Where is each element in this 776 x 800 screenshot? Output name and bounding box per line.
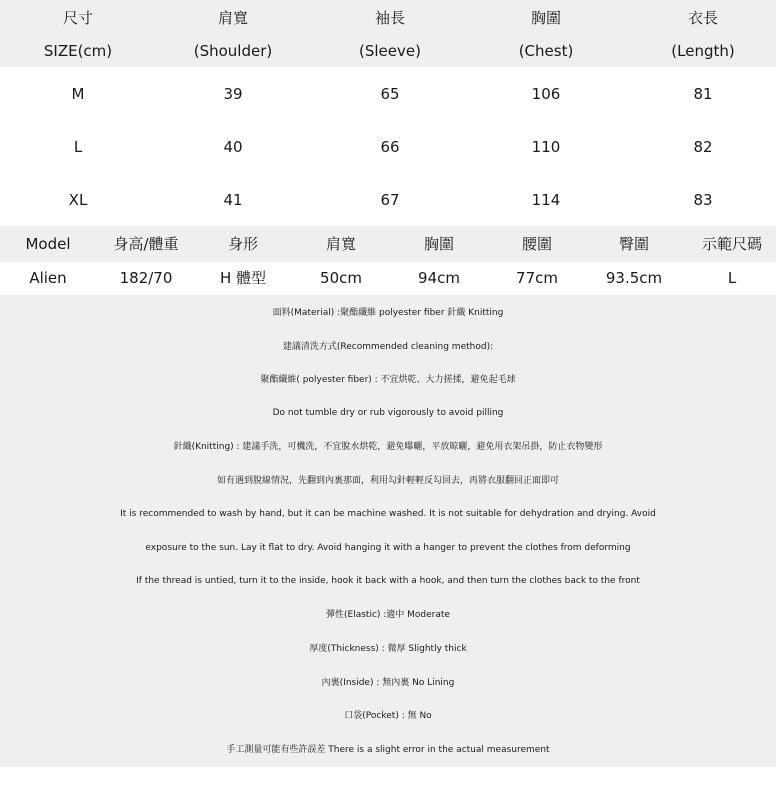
care-notes-panel: [0, 295, 776, 767]
model-header-shoulder: 肩寬: [325, 235, 357, 253]
size-row-l-chest: 110: [531, 138, 561, 156]
model-row-height-weight: 182/70: [119, 269, 173, 287]
model-row-body-shape: H 體型: [219, 269, 267, 287]
model-header-hip: 臀圍: [618, 235, 650, 253]
size-row-l-shoulder: 40: [223, 138, 243, 156]
model-header-body-shape: 身形: [227, 235, 259, 253]
size-row-m-sleeve: 65: [380, 85, 400, 103]
size-header-zh-shoulder: 肩寬: [217, 9, 249, 27]
elastic-line: 彈性(Elastic) :適中 Moderate: [326, 610, 450, 620]
size-header-en-sleeve: (Sleeve): [359, 42, 421, 60]
inside-lining-line: 內裏(Inside) : 無內裏 No Lining: [321, 678, 455, 688]
polyester-care-zh: 聚酯纖維( polyester fiber) : 不宜烘乾、大力搓揉，避免起毛球: [260, 375, 516, 385]
size-header-en-size: SIZE(cm): [43, 42, 113, 60]
model-header-chest: 胸圍: [423, 235, 455, 253]
thickness-line: 厚度(Thickness) : 微厚 Slightly thick: [309, 644, 467, 654]
cleaning-method-title: 建議清洗方式(Recommended cleaning method):: [282, 342, 494, 352]
pocket-line: 口袋(Pocket) : 無 No: [344, 711, 432, 721]
model-header-height-weight: 身高/體重: [113, 235, 179, 253]
size-header-en-chest: (Chest): [518, 42, 574, 60]
model-row-shoulder: 50cm: [320, 269, 362, 287]
size-header-zh-chest: 胸圍: [530, 9, 562, 27]
model-row-size-worn: L: [727, 269, 737, 287]
size-row-l-sleeve: 66: [380, 138, 400, 156]
wash-instructions-en-1: It is recommended to wash by hand, but it can be machine washed. It is not suitable for dehydration and drying. Avoid: [120, 509, 656, 519]
size-row-m-length: 81: [693, 85, 713, 103]
size-row-xl-shoulder: 41: [223, 191, 243, 209]
model-row-waist: 77cm: [516, 269, 558, 287]
size-row-m-chest: 106: [531, 85, 561, 103]
thread-repair-en: If the thread is untied, turn it to the inside, hook it back with a hook, and then turn the clothes back to the front: [136, 576, 640, 586]
model-header-waist: 腰圍: [521, 235, 553, 253]
size-header-zh-size: 尺寸: [62, 9, 94, 27]
size-header-en-shoulder: (Shoulder): [193, 42, 273, 60]
size-header-zh-length: 衣長: [687, 9, 719, 27]
size-row-m-size: M: [71, 85, 85, 103]
size-row-m-shoulder: 39: [223, 85, 243, 103]
size-header-zh-sleeve: 袖長: [374, 9, 406, 27]
size-header-en-length: (Length): [671, 42, 735, 60]
material-line: 面料(Material) :聚酯纖維 polyester fiber 針織 Knitting: [272, 308, 504, 318]
size-row-l-size: L: [73, 138, 83, 156]
model-row-hip: 93.5cm: [605, 269, 663, 287]
size-row-xl-length: 83: [693, 191, 713, 209]
measurement-error-line: 手工測量可能有些許誤差 There is a slight error in the actual measurement: [226, 745, 550, 755]
model-header-model: Model: [25, 235, 71, 253]
knitting-care-zh: 針織(Knitting) : 建議手洗，可機洗，不宜脫水烘乾，避免曝曬，平放晾曬，避免用衣架吊掛，防止衣物變形: [173, 442, 603, 452]
model-header-size-worn: 示範尺碼: [701, 235, 763, 253]
wash-instructions-en-2: exposure to the sun. Lay it flat to dry. Avoid hanging it with a hanger to prevent the clothes from deforming: [145, 543, 631, 553]
size-row-xl-chest: 114: [531, 191, 561, 209]
size-row-xl-size: XL: [68, 191, 88, 209]
size-row-xl-sleeve: 67: [380, 191, 400, 209]
model-row-chest: 94cm: [418, 269, 460, 287]
thread-repair-zh: 如有遇到脫線情況，先翻到內裏那面，利用勾針輕輕反勾回去，再將衣服翻回正面即可: [216, 476, 559, 486]
size-row-l-length: 82: [693, 138, 713, 156]
model-row-name: Alien: [29, 269, 67, 287]
polyester-care-en: Do not tumble dry or rub vigorously to avoid pilling: [272, 408, 504, 418]
